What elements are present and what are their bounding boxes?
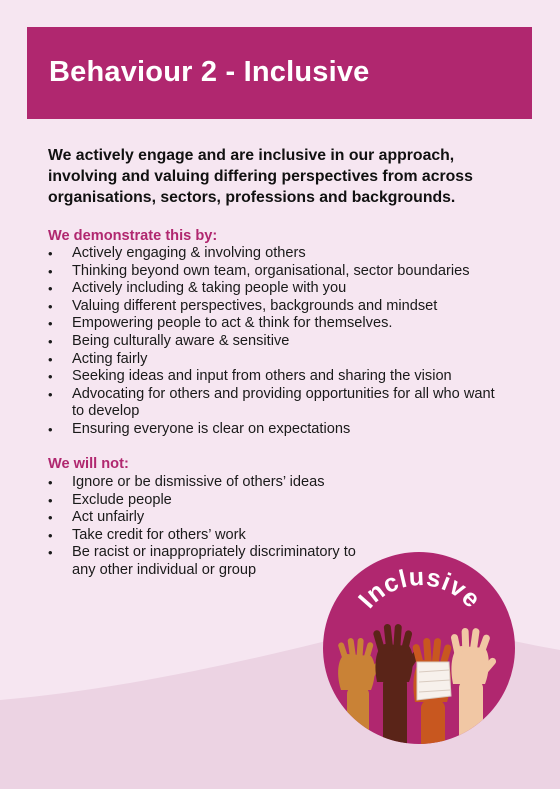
list-item: • Being culturally aware & sensitive <box>48 333 518 351</box>
list-item: • Act unfairly <box>48 509 518 527</box>
inclusive-badge <box>321 550 517 746</box>
list-item: • Valuing different perspectives, backgrounds and mindset <box>48 298 518 316</box>
badge-label: Inclusive <box>352 563 487 614</box>
will-not-heading: We will not: <box>48 456 129 472</box>
list-item: • Acting fairly <box>48 351 518 369</box>
list-item: • Thinking beyond own team, organisational, sector boundaries <box>48 263 518 281</box>
list-item: • Be racist or inappropriately discriminatory to any other individual or group <box>48 544 362 579</box>
list-item: • Take credit for others’ work <box>48 527 518 545</box>
list-item: • Exclude people <box>48 492 518 510</box>
demonstrate-list <box>48 245 518 439</box>
page-title: Behaviour 2 - Inclusive <box>49 56 370 88</box>
demonstrate-heading: We demonstrate this by: <box>48 228 218 244</box>
intro-statement: We actively engage and are inclusive in our approach, involving and valuing differing perspectives from across organisations, sectors, professions and backgrounds. <box>48 147 473 206</box>
list-item: • Ignore or be dismissive of others’ ideas <box>48 474 518 492</box>
list-item: • Actively engaging & involving others <box>48 245 518 263</box>
list-item: • Ensuring everyone is clear on expectations <box>48 421 518 439</box>
list-item: • Empowering people to act & think for themselves. <box>48 315 518 333</box>
list-item: • Seeking ideas and input from others and sharing the vision <box>48 368 518 386</box>
header-banner <box>27 27 532 119</box>
list-item: • Actively including & taking people with you <box>48 280 518 298</box>
list-item: • Advocating for others and providing opportunities for all who want to develop <box>48 386 502 421</box>
